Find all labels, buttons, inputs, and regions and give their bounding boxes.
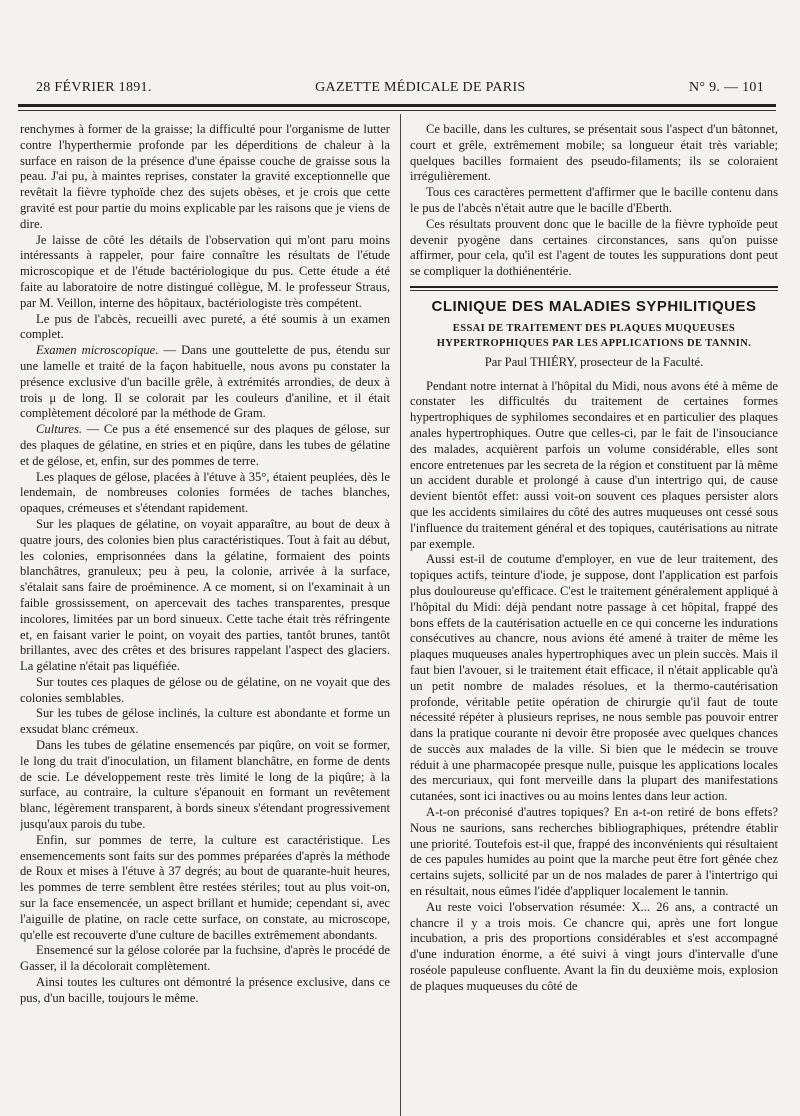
left-column [20, 122, 390, 1106]
paragraph: Le pus de l'abcès, recueilli avec pureté, a été soumis à un examen complet. [20, 311, 390, 342]
running-header [36, 80, 764, 102]
article-author: Par Paul THIÉRY, prosecteur de la Faculté. [484, 354, 704, 369]
header-rule-thin [18, 110, 776, 111]
subheading-examen: Examen microscopique. [36, 343, 159, 358]
paragraph: Sur toutes ces plaques de gélose ou de gélatine, on ne voyait que des colonies semblables. [20, 674, 390, 705]
paragraph: Ainsi toutes les cultures ont démontré la présence exclusive, dans ce pus, d'un bacille, toujours le même. [20, 975, 390, 1005]
paragraph: Tous ces caractères permettent d'affirmer que le bacille contenu dans le pus de l'abcès n'était autre que le bacille d'Eberth. [410, 185, 778, 215]
article-title: ESSAI DE TRAITEMENT DES PLAQUES MUQUEUSES HYPERTROPHIQUES PAR LES APPLICATIONS DE TANNIN. [436, 322, 752, 349]
paragraph: A-t-on préconisé d'autres topiques? En a-t-on retiré de bons effets? Nous ne saurions, sans recherches bibliographiques, prétendre établir une priorité. Toutefois est-il que, frappé des inconvénients qui résultaient de ces papules humides au point que la marche peut être fort gênée chez certains sujets, sollicité par un de nos malades de parer à l'intertrigo qui en résultait, nous eûmes l'idée d'appliquer localement le tannin. [410, 805, 778, 899]
paragraph: Dans les tubes de gélatine ensemencés par piqûre, on voit se former, le long du trait d'inoculation, un filament blanchâtre, en forme de dents de scie. Le développement reste très limité le long de la piqûre; à la surface, au contraire, la culture s'épanouit en formant un revêtement blanc, légèrement transparent, à bords sineux s'étendant progressivement jusqu'aux parois du tube. [20, 738, 390, 832]
paragraph: Ensemencé sur la gélose colorée par la fuchsine, d'après le procédé de Gasser, il la décolorait complètement. [20, 943, 390, 974]
section-rule-thick [410, 286, 778, 288]
column-divider [400, 114, 401, 1116]
right-column [410, 122, 778, 1106]
paragraph: renchymes à former de la graisse; la difficulté pour l'organisme de lutter contre l'hyperthermie profonde par les déperditions de chaleur à la surface en raison de la présence d'une épaisse couche de graisse sous la peau. J'ai pu, à maintes reprises, constater la gravité exceptionnelle que revêtait la fièvre typhoïde chez des sujets obèses, et je crois que cette gravité est pour partie du moins explicable par les raisons que je viens de dire. [20, 122, 390, 231]
paragraph: Je laisse de côté les détails de l'observation qui m'ont paru moins intéressants à rappeler, pour faire connaître les résultats de l'étude microscopique et de l'étude bactériologique du pus. Cette étude a été faite au laboratoire de notre distingué collègue, M. le professeur Straus, par M. Veillon, interne des hôpitaux, bactériologiste très compétent. [20, 232, 390, 310]
paragraph: Ce bacille, dans les cultures, se présentait sous l'aspect d'un bâtonnet, court et grêle, extrêmement mobile; sa longueur était très variable; quelques bacilles formaient des pseudo-filaments; ils se coloraient irrégulièrement. [410, 122, 778, 184]
paragraph-text: — Dans une gouttelette de pus, étendu sur une lamelle et traité de la façon habituelle, nous avons pu constater la présence exclusive d'un bacille grêle, à extrémités arrondies, de deux à trois μ de long. Il se colorait par les couleurs d'aniline, et il était complètement décoloré par la méthode de Gram. [20, 343, 390, 421]
paragraph [20, 343, 390, 422]
paragraph: Sur les plaques de gélatine, on voyait apparaître, au bout de deux à quatre jours, des colonies bien plus caractéristiques. Tout à fait au début, les colonies, emprisonnées dans la gélatine, formaient des points blanchâtres, granuleux; peu à peu, la colonie, arrivée à la surface, s'étalait sans faire de proéminence. A ce moment, si on l'examinait à un faible grossissement, on apercevait des taches transparentes, presque incolores, limitées par un bord sinueux. Cette tache était très réfringente et, en faisant varier le point, on voyait des parties, tantôt brunes, tantôt brillantes, avec des crêtes et des brisures rappelant l'aspect des glaciers. La gélatine n'était pas liquéfiée. [20, 516, 390, 674]
paragraph [20, 422, 390, 469]
paragraph: Ces résultats prouvent donc que le bacille de la fièvre typhoïde peut devenir pyogène dans certaines circonstances, sans qu'on puisse affirmer, pour cela, qu'il est l'agent de toutes les suppurations dont peut se compliquer la dothiénentérie. [410, 216, 778, 279]
section-rule-thin [410, 290, 778, 291]
paragraph: Aussi est-il de coutume d'employer, en vue de leur traitement, des topiques actifs, teinture d'iode, je suppose, dont l'application est parfois plus douloureuse qu'efficace. C'est le traitement généralement appliqué à l'hôpital du Midi: déjà pendant notre passage à cet hôpital, frappé des bons effets de la cautérisation actuelle en ce qui concerne les indurations consécutives au chancre, nous avions été amené à traiter de même les plaques muqueuses anales hypertrophiques avec un plein succès. Mais il faut bien l'avouer, si le traitement était efficace, il n'était applicable qu'à un petit nombre de malades résolues, et la thermo-cautérisation profonde, véritable petite opération de chirurgie qu'il faut de toute nécessité répéter à plusieurs reprises, ne nous semble pas pouvoir entrer dans la pratique courante ni devoir être proposée avec quelques chances de succès aux malades de la ville. Si bien que le médecin se trouve réduit à une pharmacopée presque nulle, puisque les applications locales des mercuriaux, qui font merveille dans la plupart des manifestations cutanées, sont ici inactives ou au moins lentes dans leur action. [410, 552, 778, 804]
paragraph: Au reste voici l'observation résumée: X... 26 ans, a contracté un chancre il y a trois mois. Ce chancre qui, après une fort longue incubation, a pris des proportions considérables et s'est accompagné d'une induration énorme, a été suivi à vingt jours d'intervalle d'une roséole papuleuse confluente. Avant la fin du deuxième mois, explosion de plaques muqueuses du côté de [410, 899, 778, 993]
header-rule-thick [18, 104, 776, 107]
header-issue: N° 9. — 101 [688, 80, 764, 95]
paragraph: Enfin, sur pommes de terre, la culture est caractéristique. Les ensemencements sont faits sur des pommes préparées d'après la méthode de Roux et mises à l'étuve à 37 degrés; au bout de quarante-huit heures, les pommes de terre semblent être restées stériles; tout au plus voit-on, sur la face ensemencée, un aspect brillant et humide; cependant si, avec l'aiguille de platine, on racle cette surface, on constate, au microscope, qu'elle est recouverte d'une culture de bacilles extrêmement abondants. [20, 832, 390, 942]
paragraph: Les plaques de gélose, placées à l'étuve à 35°, étaient peuplées, dès le lendemain, de nombreuses colonies formées de taches blanches, opaques, crémeuses et s'étendant rapidement. [20, 469, 390, 516]
paragraph: Sur les tubes de gélose inclinés, la culture est abondante et forme un exsudat blanc crémeux. [20, 706, 390, 737]
subheading-cultures: Cultures. [36, 422, 83, 437]
paragraph-text: — Ce pus a été ensemencé sur des plaques de gélose, sur des plaques de gélatine, en stries et en piqûre, dans les tubes de gélatine et de gélose, et, enfin, sur des pommes de terre. [20, 422, 390, 468]
header-title: GAZETTE MÉDICALE DE PARIS [315, 80, 526, 95]
header-date: 28 FÉVRIER 1891. [36, 80, 152, 95]
paragraph: Pendant notre internat à l'hôpital du Midi, nous avons été à même de constater les difficultés du traitement de certaines formes hypertrophiques de syphilomes secondaires et en particulier des plaques anales hypertrophiques. Outre que celles-ci, par le fait de l'insouciance des malades, acquièrent parfois un volume considérable, elles sont encore entretenues par les secreta de la région et constituent par là même un accident durable et prolongé à cause d'un intertrigo qui, de cause devient bientôt effet: aussi voit-on souvent ces plaques persister alors que les accidents similaires du côté des autres muqueuses ont cessé sous l'influence du traitement général et des topiques, cautérisations au nitrate par exemple. [410, 378, 778, 551]
section-title: CLINIQUE DES MALADIES SYPHILITIQUES [431, 297, 757, 315]
